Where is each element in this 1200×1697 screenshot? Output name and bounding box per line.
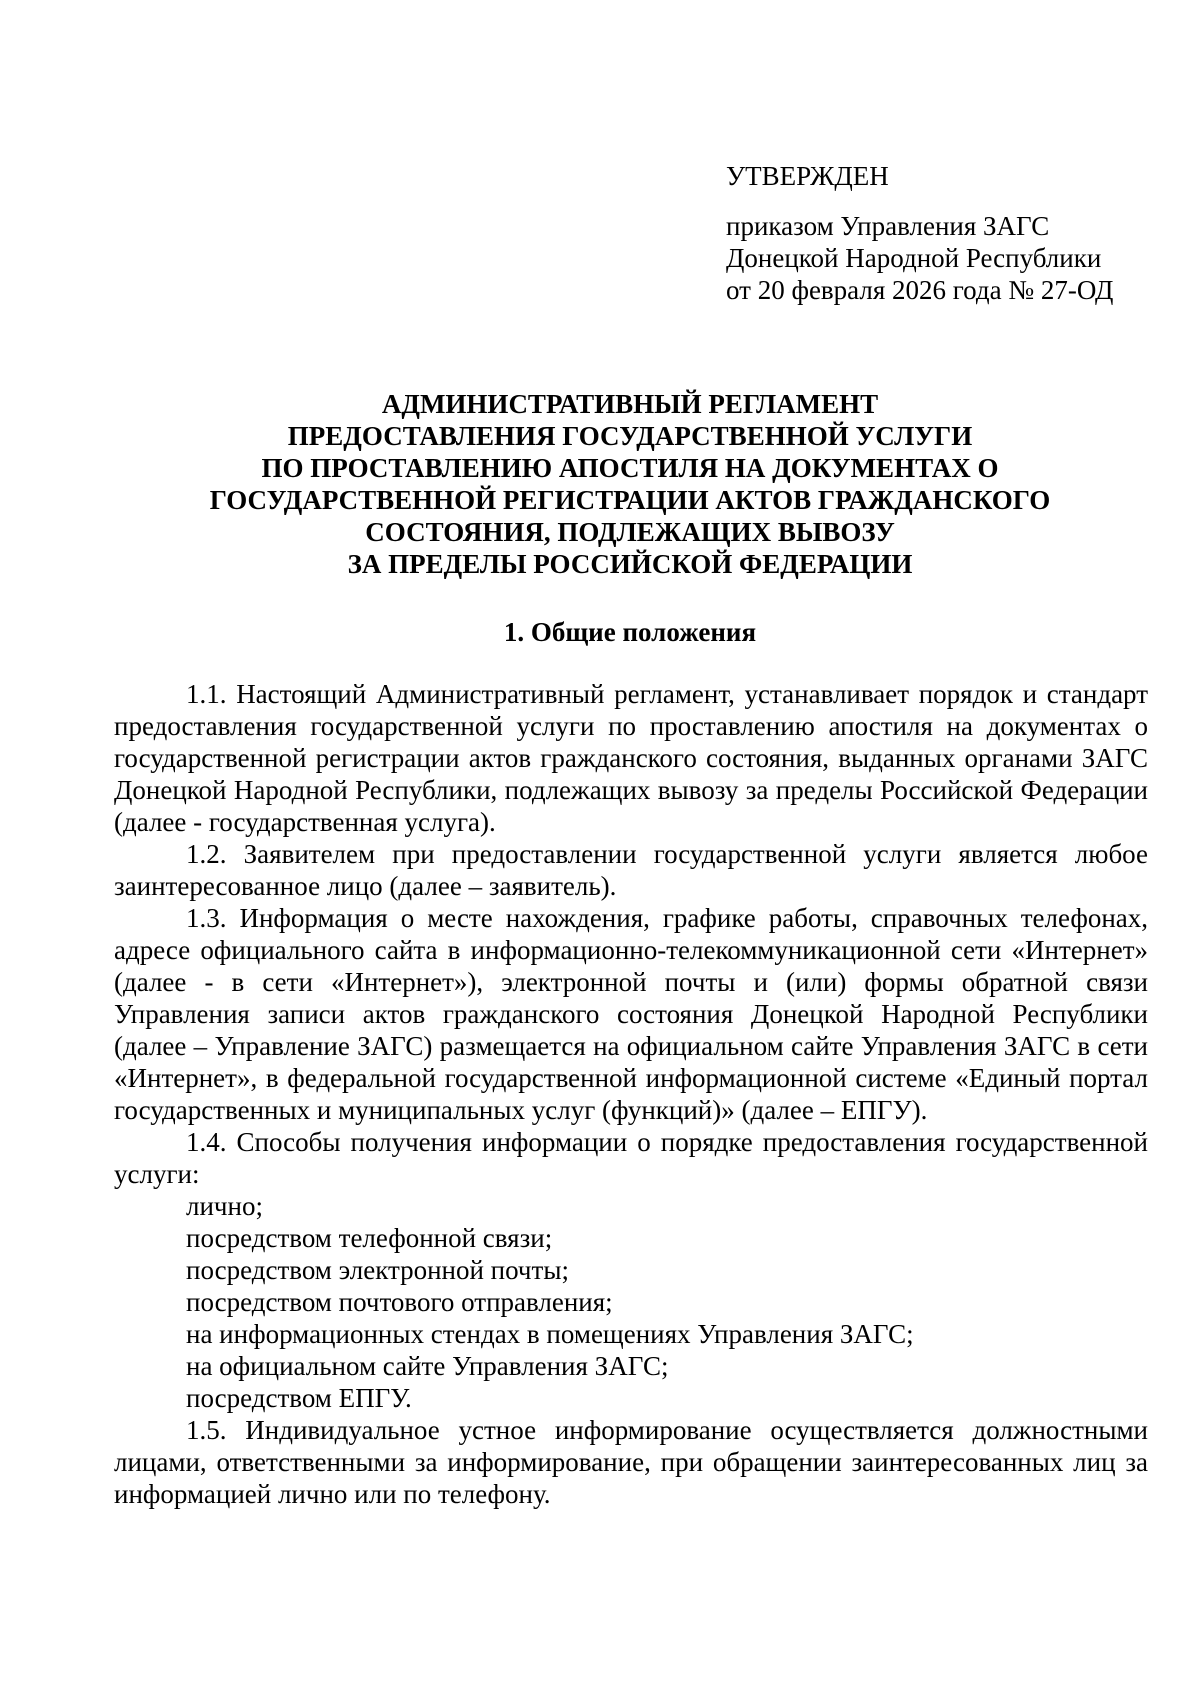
approval-stamp-block <box>726 160 1166 306</box>
document-body <box>114 678 1148 1510</box>
paragraph-1-5: 1.5. Индивидуальное устное информирование осуществляется должностными лицами, ответственными за информирование, при обращении заинтересованных лиц за информацией лично или по телефону. <box>114 1415 1148 1509</box>
title-line: ГОСУДАРСТВЕННОЙ РЕГИСТРАЦИИ АКТОВ ГРАЖДАНСКОГО <box>209 485 1051 515</box>
order-line: от 20 февраля 2026 года № 27-ОД <box>726 275 1114 305</box>
document-title <box>100 388 1160 580</box>
list-item: на официальном сайте Управления ЗАГС; <box>186 1351 669 1381</box>
list-item: на информационных стендах в помещениях Управления ЗАГС; <box>186 1319 914 1349</box>
list-item: посредством электронной почты; <box>186 1255 569 1285</box>
title-line: АДМИНИСТРАТИВНЫЙ РЕГЛАМЕНТ <box>381 389 879 419</box>
paragraph-1-3: 1.3. Информация о месте нахождения, графике работы, справочных телефонах, адресе официального сайта в информационно-телекоммуникационной сети «Интернет» (далее - в сети «Интернет»), электронной почты и (или) формы обратной связи Управления записи актов гражданского состояния Донецкой Народной Республики (далее – Управление ЗАГС) размещается на официальном сайте Управления ЗАГС в сети «Интернет», в федеральной государственной информационной системе «Единый портал государственных и муниципальных услуг (функций)» (далее – ЕПГУ). <box>114 903 1148 1125</box>
list-item: лично; <box>186 1191 263 1221</box>
title-line: СОСТОЯНИЯ, ПОДЛЕЖАЩИХ ВЫВОЗУ <box>365 517 895 547</box>
list-item: посредством почтового отправления; <box>186 1287 613 1317</box>
list-item: посредством телефонной связи; <box>186 1223 553 1253</box>
title-line: ЗА ПРЕДЕЛЫ РОССИЙСКОЙ ФЕДЕРАЦИИ <box>347 549 913 579</box>
order-line: Донецкой Народной Республики <box>726 243 1102 273</box>
list-item: посредством ЕПГУ. <box>186 1383 412 1413</box>
paragraph-1-1: 1.1. Настоящий Административный регламент, устанавливает порядок и стандарт предоставления государственной услуги по проставлению апостиля на документах о государственной регистрации актов гражданского состояния, выданных органами ЗАГС Донецкой Народной Республики, подлежащих вывозу за пределы Российской Федерации (далее - государственная услуга). <box>114 679 1148 837</box>
paragraph-1-2: 1.2. Заявителем при предоставлении государственной услуги является любое заинтересованное лицо (далее – заявитель). <box>114 839 1148 901</box>
order-line: приказом Управления ЗАГС <box>726 211 1050 241</box>
title-line: ПО ПРОСТАВЛЕНИЮ АПОСТИЛЯ НА ДОКУМЕНТАХ О <box>261 453 999 483</box>
section-heading: 1. Общие положения <box>503 617 757 647</box>
title-line: ПРЕДОСТАВЛЕНИЯ ГОСУДАРСТВЕННОЙ УСЛУГИ <box>287 421 973 451</box>
approved-label: УТВЕРЖДЕН <box>726 161 889 191</box>
paragraph-1-4: 1.4. Способы получения информации о порядке предоставления государственной услуги: <box>114 1127 1148 1189</box>
